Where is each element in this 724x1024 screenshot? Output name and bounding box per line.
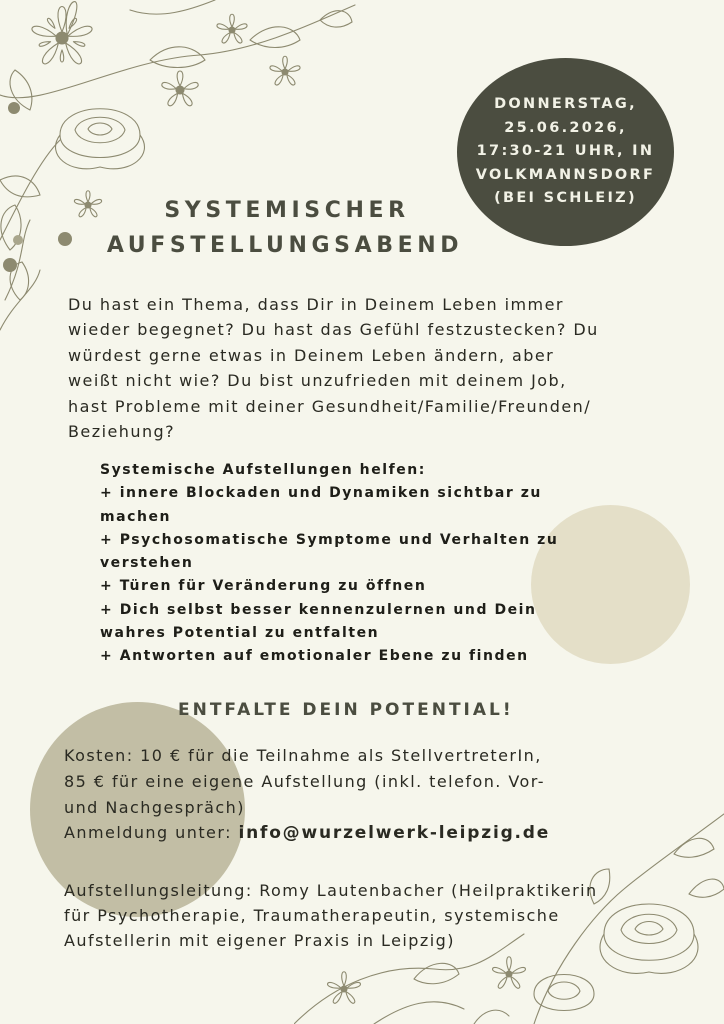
leader-line: Aufstellerin mit eigener Praxis in Leipzig) [64, 931, 455, 951]
intro-line: wieder begegnet? Du hast das Gefühl festzustecken? Du [68, 320, 599, 340]
costs-line: und Nachgespräch) [64, 797, 245, 817]
slogan-heading: ENTFALTE DEIN POTENTIAL! [178, 700, 514, 720]
leader-line: Aufstellungsleitung: Romy Lautenbacher (Heilpraktikerin [64, 881, 598, 900]
costs-line: Kosten: 10 € für die Teilnahme als StellvertreterIn, [64, 746, 542, 765]
leader-section [64, 878, 714, 954]
costs-section [64, 743, 704, 847]
registration-email-link[interactable]: info@wurzelwerk-leipzig.de [238, 823, 551, 844]
costs-line: 85 € für eine eigene Aufstellung (inkl. telefon. Vor- [64, 771, 545, 791]
page-title-line1: SYSTEMISCHER [164, 198, 410, 223]
intro-line: hast Probleme mit deiner Gesundheit/Familie/Freunden/ [68, 396, 592, 416]
intro-line: Du hast ein Thema, dass Dir in Deinem Leben immer [68, 295, 564, 314]
registration-line [64, 820, 704, 847]
benefit-line: wahres Potential zu entfalten [100, 625, 380, 642]
benefit-line: + innere Blockaden und Dynamiken sichtbar zu [100, 485, 542, 502]
date-line-region: (BEI SCHLEIZ) [494, 190, 637, 207]
date-line-place: VOLKMANNSDORF [475, 166, 656, 183]
benefit-line: + Antworten auf emotionaler Ebene zu finden [100, 648, 529, 665]
benefit-line: + Dich selbst besser kennenzulernen und Dein [100, 601, 537, 618]
date-line-time: 17:30-21 UHR, IN [476, 143, 655, 160]
intro-line: weißt nicht wie? Du bist unzufrieden mit deinem Job, [68, 371, 567, 391]
benefit-line: + Türen für Veränderung zu öffnen [100, 578, 427, 595]
benefits-list [100, 459, 640, 669]
date-line-weekday: DONNERSTAG, [494, 96, 637, 113]
benefit-line: machen [100, 508, 172, 525]
intro-line: würdest gerne etwas in Deinem Leben ändern, aber [68, 345, 555, 365]
leader-line: für Psychotherapie, Traumatherapeutin, systemische [64, 906, 560, 926]
date-line-date: 25.06.2026, [504, 119, 627, 136]
benefit-line: verstehen [100, 555, 194, 572]
registration-label: Anmeldung unter: [64, 823, 239, 843]
page-title-line2: AUFSTELLUNGSABEND [106, 233, 464, 258]
intro-line: Beziehung? [68, 422, 176, 442]
intro-paragraph [68, 292, 688, 444]
benefits-heading: Systemische Aufstellungen helfen: [100, 462, 426, 478]
benefit-line: + Psychosomatische Symptome und Verhalten zu [100, 531, 559, 548]
